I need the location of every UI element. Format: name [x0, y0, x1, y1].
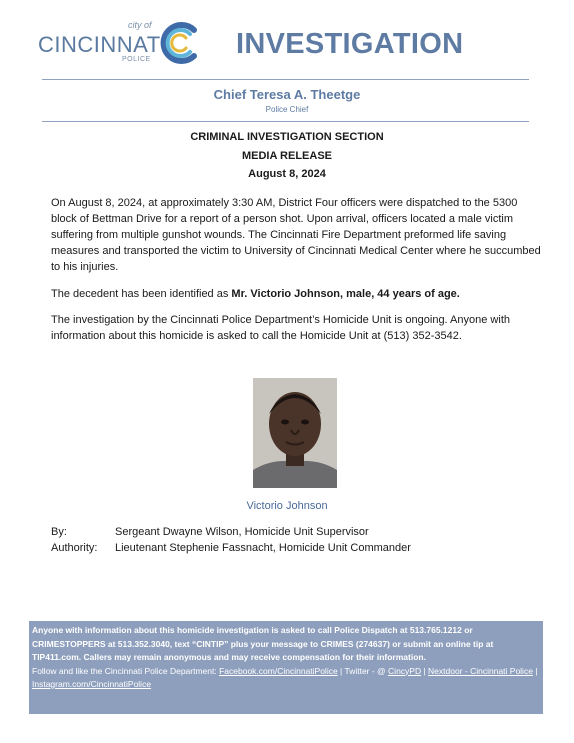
page-title: INVESTIGATION: [236, 28, 464, 60]
chief-role: Police Chief: [265, 105, 309, 114]
photo-caption: Victorio Johnson: [246, 500, 328, 512]
twitter-link[interactable]: CincyPD: [388, 665, 422, 676]
logo-police: POLICE: [122, 56, 151, 63]
logo-city-of: city of: [128, 20, 152, 30]
logo-c-mark-icon: [156, 20, 202, 66]
credit-by-label: By:: [51, 526, 67, 538]
section-heading: CRIMINAL INVESTIGATION SECTION: [190, 131, 384, 143]
follow-prefix: Follow and like the Cincinnati Police Department:: [32, 665, 220, 676]
follow-sep-3: |: [532, 665, 538, 676]
follow-sep-1: | Twitter - @: [337, 665, 389, 676]
instagram-link[interactable]: Instagram.com/CincinnatiPolice: [32, 679, 152, 689]
credit-by: [51, 526, 369, 538]
cincinnati-police-logo: [38, 18, 203, 70]
victim-portrait-image: [253, 378, 337, 488]
incident-paragraph: On August 8, 2024, at approximately 3:30 AM, District Four officers were dispatched to the 5300 block of Bettman Drive for a report of a person shot. Upon arrival, officers located a male victim suffering from multiple gunshot wounds. The Cincinnati Fire Department preformed life saving measures and transported the victim to University of Cincinnati Medical Center where he succumbed to his injuries.: [51, 197, 541, 273]
chief-divider: [42, 121, 529, 122]
decedent-identity: Mr. Victorio Johnson, male, 44 years of age.: [231, 288, 460, 300]
credit-by-value: Sergeant Dwayne Wilson, Homicide Unit Supervisor: [115, 526, 369, 538]
chief-name: Chief Teresa A. Theetge: [213, 87, 361, 102]
follow-sep-2: |: [421, 665, 429, 676]
victim-photo: [253, 378, 337, 488]
credit-authority-value: Lieutenant Stephenie Fassnacht, Homicide Unit Commander: [115, 542, 411, 554]
release-kind: MEDIA RELEASE: [241, 150, 333, 162]
logo-wordmark: CINCINNATI: [38, 32, 168, 57]
decedent-prefix: The decedent has been identified as: [51, 288, 232, 300]
decedent-paragraph: [51, 286, 546, 302]
credit-authority: [51, 542, 411, 554]
credit-authority-label: Authority:: [51, 542, 98, 554]
top-divider: [42, 79, 529, 80]
investigation-paragraph: The investigation by the Cincinnati Police Department’s Homicide Unit is ongoing. Anyone with information about this homicide is asked to call the Homicide Unit at (513) 352-3542.: [51, 314, 510, 342]
tip-footer: [29, 621, 543, 714]
tip-text: Anyone with information about this homicide investigation is asked to call Police Dispatch at 513.765.1212 or CRIMESTOPPERS at 513.352.3040, text “CINTIP” plus your message to CRIMES (274637) or submit an online tip at TIP411.com. Callers may remain anonymous and may receive compensation for their information.: [32, 625, 494, 662]
facebook-link[interactable]: Facebook.com/CincinnatiPolice: [219, 665, 338, 676]
release-date: August 8, 2024: [248, 168, 326, 180]
nextdoor-link[interactable]: Nextdoor - Cincinnati Police: [428, 665, 533, 676]
